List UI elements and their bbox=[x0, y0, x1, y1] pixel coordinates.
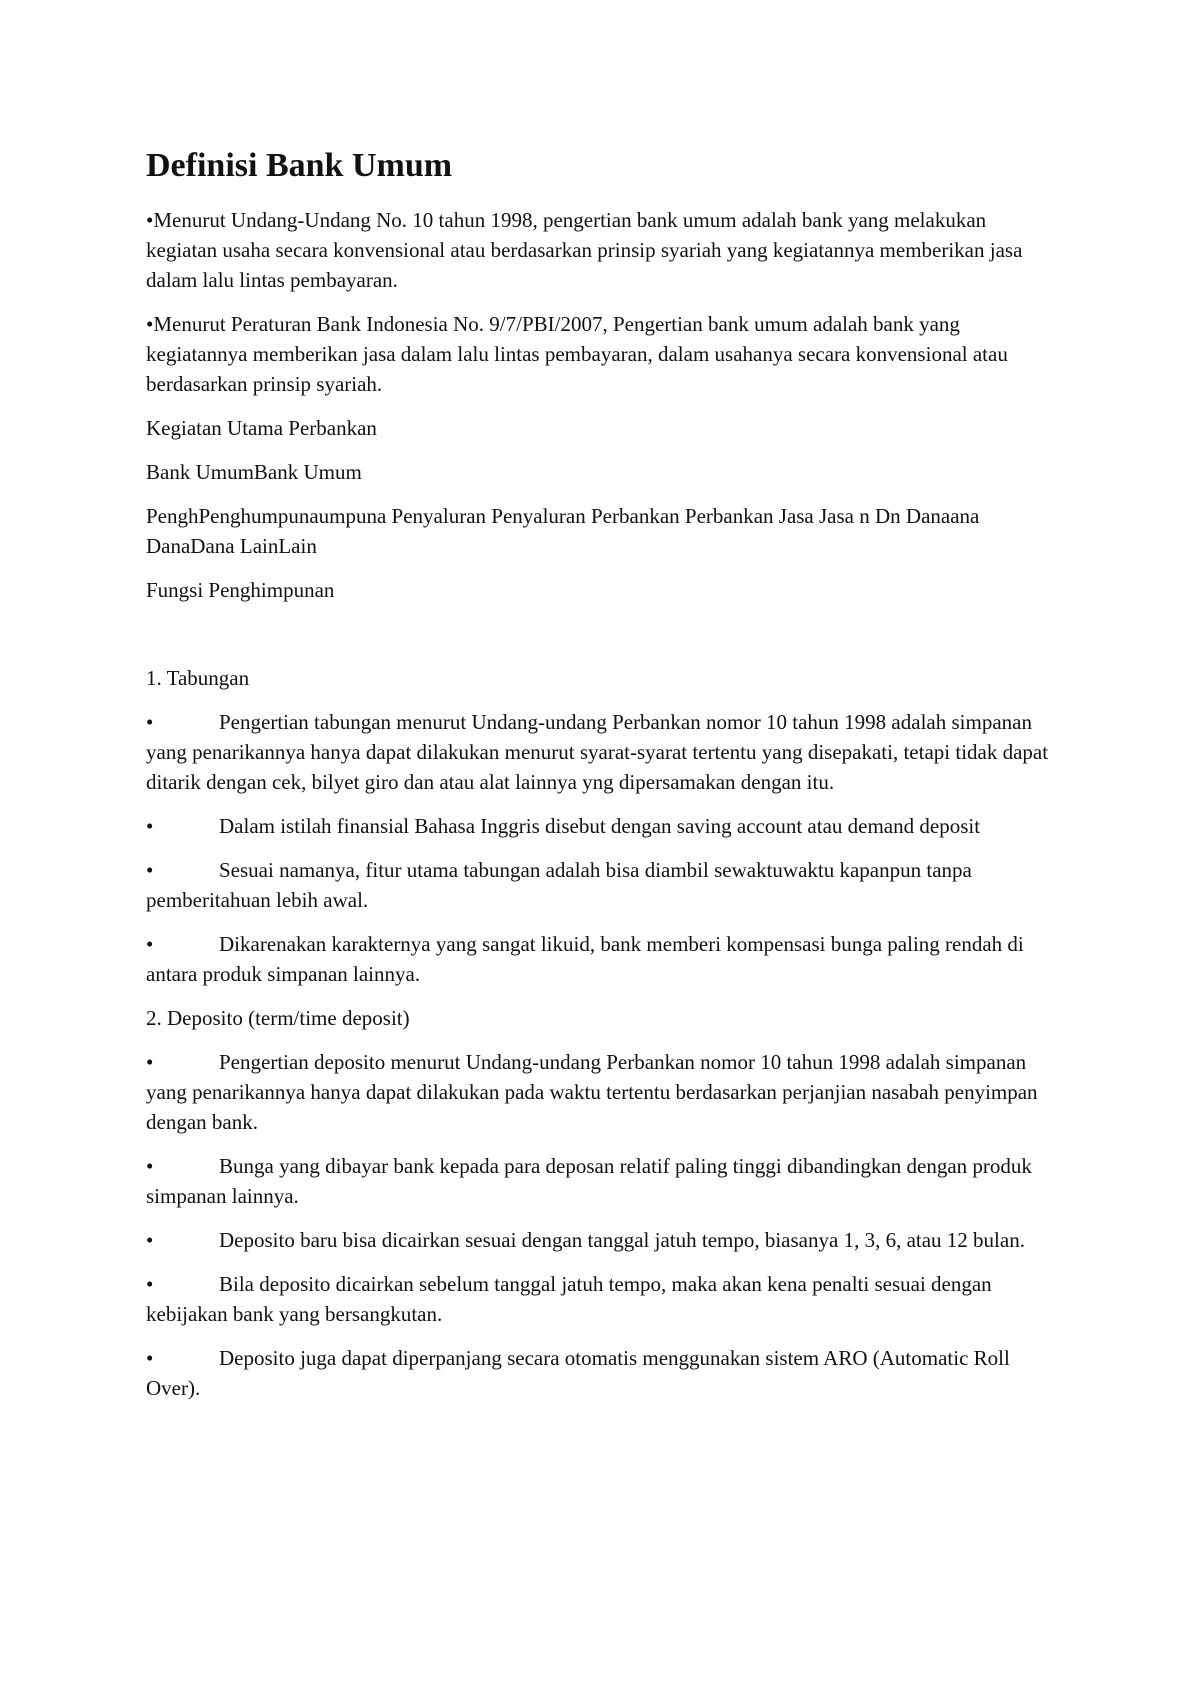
bullet-icon: • bbox=[146, 1345, 154, 1370]
bullet-icon: • bbox=[146, 857, 154, 882]
list-item-text: Pengertian deposito menurut Undang-undang Perbankan nomor 10 tahun 1998 adalah simpanan yang penarikannya hanya dapat dilakukan pada waktu tertentu berdasarkan perjanjian nasabah penyimpan dengan bank. bbox=[146, 1049, 1038, 1134]
section-label-bank-umum: Bank UmumBank Umum bbox=[146, 459, 362, 484]
section-label-fungsi: Fungsi Penghimpunan bbox=[146, 577, 335, 602]
intro-paragraph-2: •Menurut Peraturan Bank Indonesia No. 9/7/PBI/2007, Pengertian bank umum adalah bank yang kegiatannya memberikan jasa dalam lalu lintas pembayaran, dalam usahanya secara konvensional atau berdasarkan prinsip syariah. bbox=[146, 311, 1008, 396]
section-label-kegiatan: Kegiatan Utama Perbankan bbox=[146, 415, 377, 440]
document-title: Definisi Bank Umum bbox=[146, 147, 453, 184]
list-item bbox=[146, 855, 1050, 915]
list-item bbox=[146, 1269, 1050, 1329]
list-item bbox=[146, 1151, 1050, 1211]
bullet-icon: • bbox=[146, 931, 154, 956]
list-item-text: Deposito baru bisa dicairkan sesuai dengan tanggal jatuh tempo, biasanya 1, 3, 6, atau 12 bulan. bbox=[219, 1227, 1025, 1252]
bullet-icon: • bbox=[146, 709, 154, 734]
blank-line bbox=[146, 619, 1050, 663]
bullet-icon: • bbox=[146, 1271, 154, 1296]
list-item bbox=[146, 929, 1050, 989]
list-item-text: Bunga yang dibayar bank kepada para deposan relatif paling tinggi dibandingkan dengan produk simpanan lainnya. bbox=[146, 1153, 1032, 1208]
bullet-icon: • bbox=[146, 813, 154, 838]
list-item-text: Pengertian tabungan menurut Undang-undang Perbankan nomor 10 tahun 1998 adalah simpanan yang penarikannya hanya dapat dilakukan menurut syarat-syarat tertentu yang disepakati, tetapi tidak dapat ditarik dengan cek, bilyet giro dan atau alat lainnya yng dipersamakan dengan itu. bbox=[146, 709, 1049, 794]
list-item-text: Dalam istilah finansial Bahasa Inggris disebut dengan saving account atau demand deposit bbox=[219, 813, 981, 838]
bullet-icon: • bbox=[146, 1049, 154, 1074]
intro-paragraph-1: •Menurut Undang-Undang No. 10 tahun 1998, pengertian bank umum adalah bank yang melakukan kegiatan usaha secara konvensional atau berdasarkan prinsip syariah yang kegiatannya memberikan jasa dalam lalu lintas pembayaran. bbox=[146, 207, 1023, 292]
section-label-penghimpunan: PenghPenghumpunaumpuna Penyaluran Penyaluran Perbankan Perbankan Jasa Jasa n Dn Danaana DanaDana LainLain bbox=[146, 503, 980, 558]
list-item-text: Dikarenakan karakternya yang sangat likuid, bank memberi kompensasi bunga paling rendah di antara produk simpanan lainnya. bbox=[146, 931, 1024, 986]
list-item bbox=[146, 707, 1050, 797]
bullet-icon: • bbox=[146, 1227, 154, 1252]
heading-tabungan: 1. Tabungan bbox=[146, 665, 250, 690]
list-item-text: Deposito juga dapat diperpanjang secara otomatis menggunakan sistem ARO (Automatic Roll Over). bbox=[146, 1345, 1010, 1400]
list-item-text: Bila deposito dicairkan sebelum tanggal jatuh tempo, maka akan kena penalti sesuai dengan kebijakan bank yang bersangkutan. bbox=[146, 1271, 992, 1326]
list-item bbox=[146, 1225, 1050, 1255]
list-item bbox=[146, 811, 1050, 841]
list-item bbox=[146, 1047, 1050, 1137]
list-item bbox=[146, 1343, 1050, 1403]
list-item-text: Sesuai namanya, fitur utama tabungan adalah bisa diambil sewaktuwaktu kapanpun tanpa pemberitahuan lebih awal. bbox=[146, 857, 972, 912]
heading-deposito: 2. Deposito (term/time deposit) bbox=[146, 1005, 410, 1030]
bullet-icon: • bbox=[146, 1153, 154, 1178]
